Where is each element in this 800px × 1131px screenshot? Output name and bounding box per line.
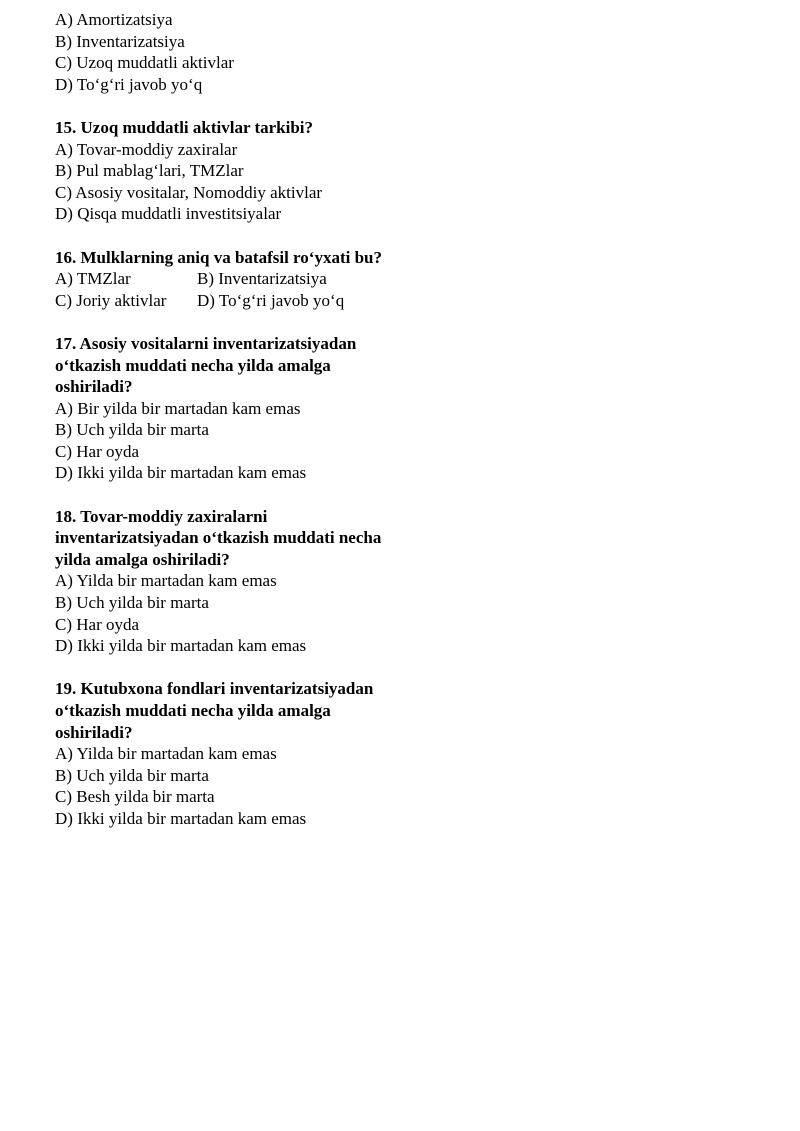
question-text: 16. Mulklarning aniq va batafsil ro‘yxati bu? [55,247,382,267]
option-d: D) To‘g‘ri javob yo‘q [55,74,203,94]
question-16-block [55,247,400,312]
option-c: C) Besh yilda bir marta [55,787,215,807]
spacer [55,95,400,117]
question-15-block [55,117,400,225]
option-a: A) Yilda bir martadan kam emas [55,744,277,764]
option-c: C) Har oyda [55,614,140,634]
option-c: C) Har oyda [55,441,140,461]
option-b: B) Inventarizatsiya [197,269,327,289]
question-18-block [55,506,400,657]
question-17-block [55,333,400,484]
option-b: B) Uch yilda bir marta [55,765,209,785]
option-c: C) Joriy aktivlar [55,290,167,310]
option-a: A) Bir yilda bir martadan kam emas [55,398,301,418]
question-text: 17. Asosiy vositalarni inventarizatsiyadan o‘tkazish muddati necha yilda amalga oshiriladi? [55,333,357,397]
option-d: D) Ikki yilda bir martadan kam emas [55,808,307,828]
question-text: 18. Tovar-moddiy zaxiralarni inventarizatsiyadan o‘tkazish muddati necha yilda amalga oshiriladi? [55,506,382,569]
option-d: D) Ikki yilda bir martadan kam emas [55,636,307,656]
spacer [55,225,400,247]
options-row [55,268,400,290]
option-a: A) Amortizatsiya [55,10,173,29]
option-d: D) Qisqa muddatli investitsiyalar [55,204,282,224]
option-a: A) Tovar-moddiy zaxiralar [55,139,238,159]
option-b: B) Uch yilda bir marta [55,593,209,613]
spacer [55,311,400,333]
spacer [55,484,400,506]
option-d: D) To‘g‘ri javob yo‘q [197,290,345,310]
option-b: B) Pul mablag‘lari, TMZlar [55,161,244,181]
question-14-block [55,9,400,95]
options-row [55,290,400,312]
option-b: B) Inventarizatsiya [55,31,185,51]
question-text: 15. Uzoq muddatli aktivlar tarkibi? [55,117,314,137]
option-b: B) Uch yilda bir marta [55,420,209,440]
spacer [55,657,400,679]
option-a: A) Yilda bir martadan kam emas [55,571,277,591]
question-19-block [55,678,400,829]
document-page [55,9,400,830]
question-text: 19. Kutubxona fondlari inventarizatsiyadan o‘tkazish muddati necha yilda amalga oshiriladi? [55,679,374,742]
option-d: D) Ikki yilda bir martadan kam emas [55,463,307,483]
option-c: C) Asosiy vositalar, Nomoddiy aktivlar [55,182,323,202]
option-a: A) TMZlar [55,269,131,289]
option-c: C) Uzoq muddatli aktivlar [55,53,234,73]
